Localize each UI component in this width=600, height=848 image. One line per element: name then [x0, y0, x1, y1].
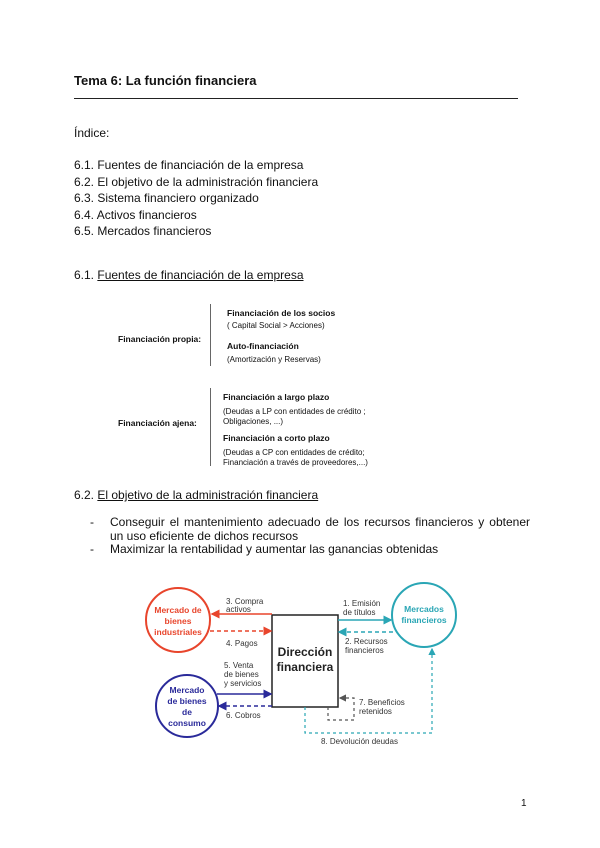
partners-financing-title: Financiación de los socios [227, 308, 336, 318]
arrow-6-label: 6. Cobros [226, 711, 261, 720]
center-label-line-1: Dirección [277, 645, 333, 659]
table-of-contents [74, 157, 318, 240]
arrow-4-label: 4. Pagos [226, 639, 258, 648]
section-2-title: El objetivo de la administración financiera [97, 488, 319, 502]
short-term-financing-desc-2: Financiación a través de proveedores,...) [223, 458, 368, 467]
toc-item: 6.4. Activos financieros [74, 207, 197, 222]
arrow-7-label-1: 7. Beneficios [359, 698, 405, 707]
section-1-heading [74, 268, 304, 282]
arrow-5-label-3: y servicios [224, 679, 262, 688]
self-financing-title: Auto-financiación [227, 341, 299, 351]
financial-flows-diagram [140, 582, 480, 754]
short-term-financing-desc-1: (Deudas a CP con entidades de crédito; [223, 448, 365, 457]
financial-markets-label-1: Mercados [404, 604, 444, 614]
arrow-5-label-2: de bienes [224, 670, 259, 679]
self-financing-desc: (Amortización y Reservas) [227, 355, 321, 364]
long-term-financing-title: Financiación a largo plazo [223, 392, 330, 402]
industrial-market-label-3: industriales [154, 627, 202, 637]
section-2-number: 6.2. [74, 488, 95, 502]
section-1-title: Fuentes de financiación de la empresa [97, 268, 304, 282]
arrow-3-label-2: activos [226, 605, 251, 614]
short-term-financing-title: Financiación a corto plazo [223, 433, 330, 443]
external-financing-label: Financiación ajena: [118, 418, 197, 428]
arrow-5-label-1: 5. Venta [224, 661, 254, 670]
toc-item: 6.2. El objetivo de la administración financiera [74, 174, 319, 189]
list-item [90, 516, 530, 543]
document-title: Tema 6: La función financiera [74, 73, 257, 88]
arrow-1-label-2: de títulos [343, 608, 376, 617]
financial-markets-label-2: financieros [401, 615, 447, 625]
industrial-market-label-2: bienes [164, 616, 192, 626]
arrow-3-label-1: 3. Compra [226, 597, 264, 606]
bullet-marker: - [90, 515, 94, 529]
page-number: 1 [521, 798, 527, 809]
financing-sources-diagram [110, 300, 490, 472]
arrow-2-label-1: 2. Recursos [345, 637, 388, 646]
long-term-financing-desc-2: Obligaciones, ...) [223, 417, 284, 426]
brace-external [210, 388, 211, 466]
long-term-financing-desc-1: (Deudas a LP con entidades de crédito ; [223, 407, 366, 416]
arrow-8-label: 8. Devolución deudas [321, 737, 398, 746]
partners-financing-desc: ( Capital Social > Acciones) [227, 321, 325, 330]
arrow-7-label-2: retenidos [359, 707, 392, 716]
index-heading: Índice: [74, 126, 110, 140]
center-label-line-2: financiera [276, 660, 334, 674]
consumer-market-label-4: consumo [168, 718, 206, 728]
arrow-2-label-2: financieros [345, 646, 384, 655]
bullet-text: Maximizar la rentabilidad y aumentar las ganancias obtenidas [110, 542, 439, 556]
consumer-market-label-2: de bienes [167, 696, 207, 706]
toc-item: 6.3. Sistema financiero organizado [74, 191, 259, 205]
toc-item: 6.1. Fuentes de financiación de la empresa [74, 158, 304, 172]
objectives-list [90, 516, 530, 557]
brace-own [210, 304, 211, 366]
industrial-market-label-1: Mercado de [154, 605, 202, 615]
consumer-market-label-3: de [182, 707, 192, 717]
bullet-marker: - [90, 542, 94, 556]
arrow-1-label-1: 1. Emisión [343, 599, 381, 608]
toc-item: 6.5. Mercados financieros [74, 224, 212, 238]
consumer-market-label-1: Mercado [169, 685, 205, 695]
bullet-text: Conseguir el mantenimiento adecuado de los recursos financieros y obtener un uso eficiente de dichos recursos [110, 515, 530, 543]
title-rule [74, 98, 518, 99]
list-item [90, 543, 530, 557]
section-1-number: 6.1. [74, 268, 95, 282]
own-financing-label: Financiación propia: [118, 334, 202, 344]
section-2-heading [74, 488, 318, 502]
